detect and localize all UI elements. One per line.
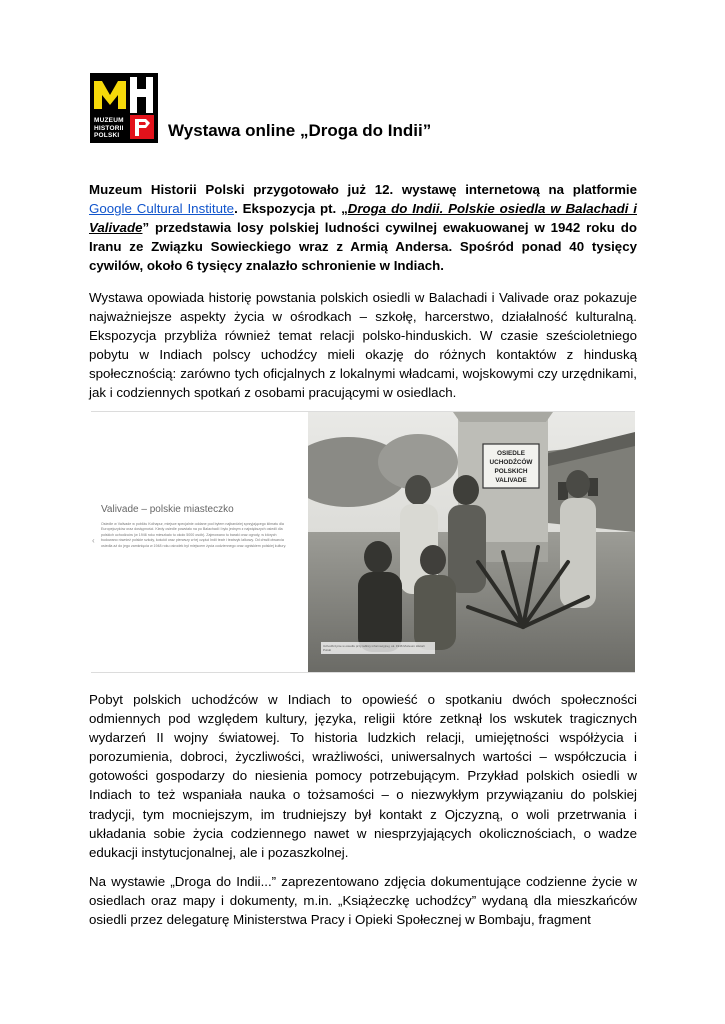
- chevron-left-icon: ‹: [92, 536, 95, 545]
- sign-line: POLSKICH: [494, 468, 528, 475]
- exhibition-title: Droga do Indii. Polskie osiedla w Balachadi i Valivade: [89, 201, 637, 236]
- screenshot-caption-text: Osiedle w Valivade w pobliżu Kolhapur, miejsce specjalnie oddane pod bytem najbardziej sprzyjającego klimatu dla Europejczyków oraz dostępności. Kiedy osiedle powstało na po Balachadi i było jednym z największych osiedli dla polskich uchodźców (w 1946 roku mieszkało tu około 5000 osób). Zajmowano tu baraki oraz ogrody, w których budowano również polskie szkoły, kościół oraz pierwszy w tej części Indii teatr i teatrzyk lalkowy. Od chwili otwarcia osiedla aż do jego zamknięcia w 1948 roku ośrodek był miejscem życia codziennego oraz ogniskiem polskiej kultury.: [101, 522, 287, 548]
- paragraph-history: Pobyt polskich uchodźców w Indiach to opowieść o spotkaniu dwóch społeczności odmiennych pod względem kultury, języka, religii które zetknął los wskutek tragicznych wydarzeń II wojny światowej. To historia ludzkich relacji, umiejętności współżycia i porozumienia, dobroci, życzliwości, wrażliwości, uniwersalnych wartości – współczucia i gotowości gospodarzy do niesienia pomocy potrzebującym. Przykład polskich osiedli w Indiach to też wspaniała nauka o tożsamości – o niezwykłym przywiązaniu do polskiej tradycji, tym mocniejszym, im trudniejszy był kontakt z Ojczyzną, o woli przetrwania i układania sobie życia codziennego nawet w niesprzyjających okolicznościach, o wadze edukacji instytucjonalnej, ale i pozaszkolnej.: [89, 692, 637, 860]
- photo-caption: Uchodźczynie w osiedlu przy tablicy informacyjnej, ok. 1946 Muzeum Historii Polski: [321, 642, 435, 654]
- sign-line: OSIEDLE: [496, 450, 526, 457]
- logo-line: MUZEUM: [94, 117, 124, 124]
- intro-text: ” przedstawia losy polskiej ludności cywilnej ewakuowanej w 1942 roku do Iranu ze Związku Sowieckiego wraz z Armią Andersa. Spośród ponad 40 tysięcy cywilów, około 6 tysięcy znalazło schronienie w Indiach.: [89, 220, 637, 274]
- intro-paragraph: [89, 180, 637, 275]
- sign-line: UCHODŹCÓW: [489, 459, 533, 466]
- intro-text: Muzeum Historii Polski przygotowało już 12. wystawę internetową na platformie: [89, 182, 637, 197]
- google-cultural-institute-link[interactable]: Google Cultural Institute: [89, 201, 235, 217]
- refugees-photo: [308, 412, 635, 672]
- paragraph-documents: Na wystawie „Droga do Indii...” zaprezentowano zdjęcia dokumentujące codzienne życie w osiedlach oraz mapy i dokumenty, m.in. „Książeczkę uchodźcy” wydaną dla mieszkańców osiedli przez delegaturę Ministerstwa Pracy i Opieki Społecznej w Bombaju, fragment: [89, 874, 637, 928]
- page-title: Wystawa online „Droga do Indii”: [168, 121, 432, 140]
- intro-text: . Ekspozycja pt. „: [234, 201, 348, 217]
- logo-line: POLSKI: [94, 132, 120, 139]
- screenshot-caption-title: Valivade – polskie miasteczko: [101, 504, 234, 515]
- chevron-right-icon: ›: [631, 536, 634, 545]
- sign-line: VALIVADE: [495, 477, 527, 484]
- logo-text: [94, 117, 130, 140]
- paragraph-exhibition: Wystawa opowiada historię powstania polskich osiedli w Balachadi i Valivade oraz pokazuje najważniejsze aspekty życia w ośrodkach – szkołę, harcerstwo, działalność kulturalną. Ekspozycja przybliża również temat relacji polsko-hinduskich. W czasie sześcioletniego pobytu w Indiach polscy uchodźcy mieli okazję do różnych kontaktów z hinduską społecznością: zarówno tych oficjalnych z lokalnymi władcami, wojskowymi czy urzędnikami, jak i codziennych spotkań z osobami pracującymi w osiedlach.: [89, 290, 637, 401]
- exhibition-screenshot: [91, 411, 635, 673]
- logo-line: HISTORII: [94, 124, 124, 132]
- museum-logo: [90, 73, 158, 143]
